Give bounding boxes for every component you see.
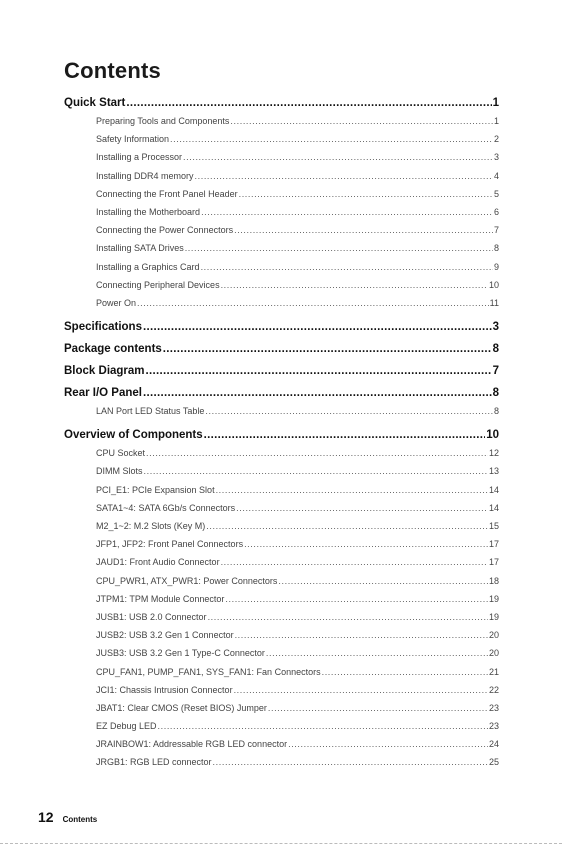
toc-item-title: EZ Debug LED bbox=[96, 721, 157, 732]
toc-section-title: Block Diagram bbox=[64, 365, 145, 378]
toc-section[interactable] bbox=[64, 94, 499, 112]
toc-item-title: JTPM1: TPM Module Connector bbox=[96, 593, 225, 604]
toc-item-page: 17 bbox=[488, 539, 499, 550]
toc-item-title: JBAT1: Clear CMOS (Reset BIOS) Jumper bbox=[96, 702, 267, 713]
toc-item-title: Connecting Peripheral Devices bbox=[96, 279, 220, 290]
toc-leader-dots bbox=[205, 402, 493, 420]
toc-leader-dots bbox=[170, 130, 493, 148]
toc-item-title: Installing SATA Drives bbox=[96, 243, 184, 254]
toc-item-title: DIMM Slots bbox=[96, 466, 143, 477]
toc-item-title: Power On bbox=[96, 297, 137, 308]
section-spacer bbox=[64, 772, 499, 778]
toc-section-page: 7 bbox=[492, 365, 499, 378]
toc-item-page: 22 bbox=[488, 684, 499, 695]
toc-item-page: 20 bbox=[488, 648, 499, 659]
toc-item-page: 17 bbox=[488, 557, 499, 568]
toc-item-title: JRGB1: RGB LED connector bbox=[96, 757, 212, 768]
toc-item[interactable] bbox=[64, 499, 499, 517]
toc-item-page: 19 bbox=[488, 593, 499, 604]
toc-item[interactable] bbox=[64, 553, 499, 571]
toc-leader-dots bbox=[225, 590, 488, 608]
toc-item-title: Installing a Processor bbox=[96, 152, 183, 163]
toc-item[interactable] bbox=[64, 462, 499, 480]
toc-item-page: 15 bbox=[488, 521, 499, 531]
toc-leader-dots bbox=[206, 517, 488, 535]
toc-item-title: JUSB1: USB 2.0 Connector bbox=[96, 611, 207, 622]
toc-item[interactable] bbox=[64, 681, 499, 699]
toc-item-page: 24 bbox=[488, 739, 499, 750]
toc-leader-dots bbox=[213, 753, 488, 771]
toc-item-page: 8 bbox=[493, 406, 499, 417]
toc-item-title: Connecting the Power Connectors bbox=[96, 225, 234, 236]
toc-section-title: Specifications bbox=[64, 321, 142, 334]
toc-section[interactable] bbox=[64, 340, 499, 358]
toc-section-page: 8 bbox=[492, 343, 499, 356]
toc-leader-dots bbox=[158, 717, 488, 735]
toc-leader-dots bbox=[234, 221, 493, 239]
toc-item-page: 13 bbox=[488, 466, 499, 477]
toc-leader-dots bbox=[143, 318, 492, 336]
toc-item-page: 9 bbox=[493, 261, 499, 272]
toc-section-title: Package contents bbox=[64, 343, 162, 356]
toc-item[interactable] bbox=[64, 294, 499, 312]
toc-item-title: JAUD1: Front Audio Connector bbox=[96, 557, 220, 568]
toc-leader-dots bbox=[322, 663, 488, 681]
toc-item[interactable] bbox=[64, 130, 499, 148]
toc-item[interactable] bbox=[64, 535, 499, 553]
toc-leader-dots bbox=[126, 94, 491, 112]
toc-item[interactable] bbox=[64, 148, 499, 166]
toc-leader-dots bbox=[239, 185, 493, 203]
toc-leader-dots bbox=[195, 167, 493, 185]
footer-label: Contents bbox=[62, 815, 98, 824]
toc-item-page: 8 bbox=[493, 243, 499, 254]
toc-leader-dots bbox=[288, 735, 488, 753]
toc-section-title: Rear I/O Panel bbox=[64, 387, 142, 400]
toc-item[interactable] bbox=[64, 167, 499, 185]
toc-item[interactable] bbox=[64, 663, 499, 681]
toc-item-page: 23 bbox=[488, 702, 499, 713]
toc-leader-dots bbox=[244, 535, 488, 553]
toc-item-title: Preparing Tools and Components bbox=[96, 116, 230, 126]
toc-item-title: SATA1~4: SATA 6Gb/s Connectors bbox=[96, 502, 236, 513]
toc-leader-dots bbox=[216, 481, 488, 499]
toc-section[interactable] bbox=[64, 384, 499, 402]
toc-section-title: Overview of Components bbox=[64, 429, 203, 442]
toc-item-title: CPU_PWR1, ATX_PWR1: Power Connectors bbox=[96, 575, 278, 586]
toc-item[interactable] bbox=[64, 699, 499, 717]
toc-item-page: 14 bbox=[488, 502, 499, 513]
toc-item-title: JRAINBOW1: Addressable RGB LED connector bbox=[96, 739, 288, 750]
toc-item-title: JUSB2: USB 3.2 Gen 1 Connector bbox=[96, 630, 234, 641]
page-edge-rule bbox=[0, 843, 562, 844]
footer-page-number: 12 bbox=[38, 809, 54, 825]
toc-section-page: 10 bbox=[486, 429, 499, 442]
toc-item-title: JCI1: Chassis Intrusion Connector bbox=[96, 684, 233, 695]
toc-item-page: 20 bbox=[488, 630, 499, 641]
toc-item-page: 1 bbox=[493, 116, 499, 126]
toc-leader-dots bbox=[146, 362, 492, 380]
toc-section-page: 1 bbox=[492, 97, 499, 109]
toc-item-page: 12 bbox=[488, 448, 499, 459]
toc-leader-dots bbox=[201, 258, 493, 276]
toc-item-page: 11 bbox=[489, 297, 499, 308]
toc-leader-dots bbox=[278, 572, 488, 590]
toc-leader-dots bbox=[230, 112, 493, 130]
toc-item[interactable] bbox=[64, 221, 499, 239]
toc-item[interactable] bbox=[64, 517, 499, 535]
toc-item-title: Connecting the Front Panel Header bbox=[96, 188, 238, 199]
toc-item-title: PCI_E1: PCIe Expansion Slot bbox=[96, 484, 215, 495]
toc-leader-dots bbox=[137, 294, 489, 312]
toc-section-title: Quick Start bbox=[64, 97, 126, 109]
toc-leader-dots bbox=[143, 384, 492, 402]
toc-section-page: 3 bbox=[492, 321, 499, 334]
toc-leader-dots bbox=[236, 499, 488, 517]
toc-leader-dots bbox=[266, 644, 488, 662]
page-title: Contents bbox=[64, 58, 161, 83]
toc-item-title: Installing the Motherboard bbox=[96, 206, 201, 217]
toc-item[interactable] bbox=[64, 258, 499, 276]
toc-item[interactable] bbox=[64, 444, 499, 462]
toc-section[interactable] bbox=[64, 362, 499, 380]
toc-item-title: JFP1, JFP2: Front Panel Connectors bbox=[96, 539, 244, 550]
toc-section-page: 8 bbox=[492, 387, 499, 400]
toc-item[interactable] bbox=[64, 481, 499, 499]
toc-item-page: 14 bbox=[488, 484, 499, 495]
toc-item[interactable] bbox=[64, 590, 499, 608]
toc-item[interactable] bbox=[64, 572, 499, 590]
toc-item[interactable] bbox=[64, 185, 499, 203]
toc-item[interactable] bbox=[64, 276, 499, 294]
toc-item-title: LAN Port LED Status Table bbox=[96, 406, 205, 417]
toc-item-page: 6 bbox=[493, 206, 499, 217]
toc-leader-dots bbox=[144, 462, 488, 480]
toc-item-page: 18 bbox=[488, 575, 499, 586]
toc-section[interactable] bbox=[64, 426, 499, 444]
toc-item[interactable] bbox=[64, 626, 499, 644]
toc-item[interactable] bbox=[64, 402, 499, 420]
toc-item-page: 19 bbox=[488, 611, 499, 622]
toc-leader-dots bbox=[235, 626, 488, 644]
table-of-contents bbox=[64, 94, 499, 778]
toc-item[interactable] bbox=[64, 717, 499, 735]
toc-item[interactable] bbox=[64, 203, 499, 221]
toc-item-title: JUSB3: USB 3.2 Gen 1 Type-C Connector bbox=[96, 648, 265, 659]
toc-leader-dots bbox=[201, 203, 493, 221]
toc-leader-dots bbox=[268, 699, 488, 717]
toc-item-page: 4 bbox=[493, 170, 499, 181]
toc-leader-dots bbox=[146, 444, 488, 462]
toc-leader-dots bbox=[221, 553, 488, 571]
toc-leader-dots bbox=[208, 608, 488, 626]
toc-item-title: Installing a Graphics Card bbox=[96, 261, 200, 272]
toc-item[interactable] bbox=[64, 644, 499, 662]
toc-item-title: Installing DDR4 memory bbox=[96, 170, 194, 181]
toc-item-page: 21 bbox=[488, 666, 499, 677]
toc-item-page: 25 bbox=[488, 757, 499, 768]
toc-item[interactable] bbox=[64, 239, 499, 257]
toc-leader-dots bbox=[185, 239, 493, 257]
toc-item[interactable] bbox=[64, 753, 499, 771]
toc-item-page: 10 bbox=[488, 279, 499, 290]
toc-item-page: 23 bbox=[488, 721, 499, 732]
toc-item-title: CPU_FAN1, PUMP_FAN1, SYS_FAN1: Fan Connectors bbox=[96, 666, 321, 677]
toc-item-page: 2 bbox=[493, 134, 499, 145]
toc-item-title: Safety Information bbox=[96, 134, 170, 145]
toc-item[interactable] bbox=[64, 608, 499, 626]
toc-leader-dots bbox=[204, 426, 486, 444]
toc-item[interactable] bbox=[64, 112, 499, 130]
toc-leader-dots bbox=[183, 148, 493, 166]
toc-item[interactable] bbox=[64, 735, 499, 753]
toc-item-title: CPU Socket bbox=[96, 448, 146, 459]
toc-leader-dots bbox=[221, 276, 488, 294]
toc-item-page: 3 bbox=[493, 152, 499, 163]
toc-leader-dots bbox=[234, 681, 488, 699]
toc-item-page: 5 bbox=[493, 188, 499, 199]
toc-item-page: 7 bbox=[493, 225, 499, 236]
toc-section[interactable] bbox=[64, 318, 499, 336]
toc-item-title: M2_1~2: M.2 Slots (Key M) bbox=[96, 521, 206, 531]
page-footer bbox=[38, 809, 97, 825]
toc-leader-dots bbox=[163, 340, 492, 358]
